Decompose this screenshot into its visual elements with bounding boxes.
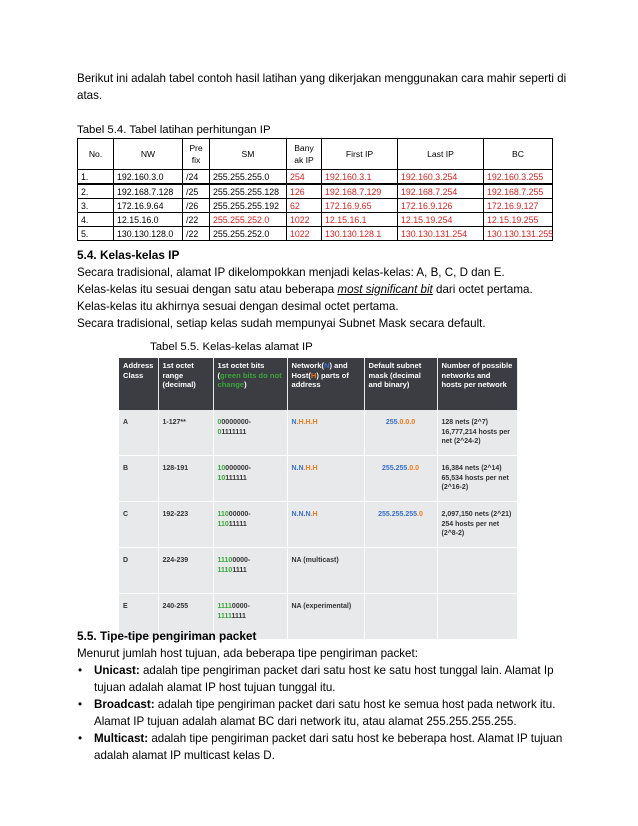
header-prefix: Pre fix [183,139,210,170]
header-banyak-ip: Bany ak IP [287,139,322,170]
table-5-4-header-row [78,139,553,170]
table-row [78,227,553,241]
header-octet-bits [213,358,287,410]
cell-no: 1. [78,170,114,185]
text-span: 00000- [228,511,251,518]
cell-prefix: /25 [183,184,210,199]
text-span: .0.0.0 [397,419,416,426]
bullet-icon: • [78,664,83,677]
section-5-4-body [77,264,567,332]
text-span: N [324,361,330,370]
cell-prefix: /26 [183,199,210,213]
text-span: 1110 [217,557,233,564]
cell-octet-bits [213,548,287,594]
cell-address-class: B [119,456,158,502]
cell-sm: 255.255.255.192 [210,199,287,213]
cell-subnet-mask [364,594,437,640]
cell-number-networks [437,594,517,640]
text-span: 1111 [231,612,246,620]
cell-bc: 130.130.131.255 [484,227,553,241]
packet-type-list [77,662,567,764]
text-span: .H [310,511,318,518]
cell-octet-range: 192-223 [158,502,213,548]
cell-sm: 255.255.255.128 [210,184,287,199]
header-octet-range: 1st octet range (decimal) [158,358,213,410]
header-first-ip: First IP [322,139,398,170]
cell-nw: 192.168.7.128 [114,184,183,199]
text-span: 110 [217,511,229,518]
paragraph-line: Secara tradisional, alamat IP dikelompokkan menjadi kelas-kelas: A, B, C, D dan E. [77,266,505,279]
text-span: 1110 [217,566,233,574]
table-row [119,548,517,594]
cell-address-class: A [119,410,158,456]
text-span: .H.H [303,465,318,472]
table-5-4-caption: Tabel 5.4. Tabel latihan perhitungan IP [77,124,271,136]
text-span: 1111 [217,612,232,620]
text-span: 255 [385,419,398,426]
cell-no: 3. [78,199,114,213]
paragraph-line: Kelas-kelas itu akhirnya sesuai dengan desimal octet pertama. [77,300,399,313]
text-span: .0 [417,511,423,518]
text-span: N.N.N [291,511,311,518]
cell-network-host [287,502,364,548]
cell-no: 2. [78,184,114,199]
list-item [77,696,567,730]
text-span: 111111 [225,474,247,482]
cell-bc: 172.16.9.127 [484,199,553,213]
cell-octet-bits [213,410,287,456]
table-5-5 [119,358,518,640]
table-row [78,199,553,213]
text-span: N.N [291,465,304,472]
cell-last-ip: 172.16.9.126 [398,199,484,213]
text-span: N [291,419,297,426]
list-term: Unicast: [94,664,140,677]
text-span: .H.H.H [296,419,318,426]
text-span: 0000- [232,557,251,564]
cell-no: 4. [78,213,114,227]
text-span: .0.0 [407,465,419,472]
cell-sm: 255.255.255.0 [210,170,287,185]
text-span: 255.255.255 [378,511,418,518]
cell-octet-range: 240-255 [158,594,213,640]
section-5-5-intro: Menurut jumlah host tujuan, ada beberapa tipe pengiriman packet: [77,647,418,660]
cell-nw: 192.160.3.0 [114,170,183,185]
table-row [78,184,553,199]
text-span: Kelas-kelas itu sesuai dengan satu atau beberapa [77,283,338,296]
table-row [78,170,553,185]
cell-nw: 12.15.16.0 [114,213,183,227]
cell-bc: 192.160.3.255 [484,170,553,185]
cell-prefix: /24 [183,170,210,185]
text-span: 000000- [225,465,251,472]
bullet-icon: • [78,732,83,745]
cell-octet-bits [213,456,287,502]
cell-network-host [287,594,364,640]
text-span: NA (experimental) [291,603,352,610]
text-span: Network( [291,361,324,370]
text-span: ) and Host( [291,361,348,380]
list-item [77,730,567,764]
cell-first-ip: 130.130.128.1 [322,227,398,241]
bullet-icon: • [78,698,83,711]
text-span: 255.255 [382,465,408,472]
cell-number-networks [437,548,517,594]
text-span: 11111 [228,520,247,528]
list-item [77,662,567,696]
cell-banyak-ip: 62 [287,199,322,213]
cell-number-networks: 16,384 nets (2^14) 65,534 hosts per net (2^16-2) [437,456,517,502]
header-nw: NW [114,139,183,170]
table-row [119,456,517,502]
list-text: adalah tipe pengiriman packet dari satu host ke satu host tunggal lain. Alamat Ip tujuan adalah alamat IP host tujuan tunggal itu. [94,664,554,694]
section-5-4-heading: 5.4. Kelas-kelas IP [77,248,180,262]
cell-first-ip: 192.168.7.129 [322,184,398,199]
cell-bc: 192.168.7.255 [484,184,553,199]
text-span: ) parts of address [291,370,349,389]
list-term: Multicast: [94,732,149,745]
emphasis-text: most significant bit [337,283,433,296]
cell-no: 5. [78,227,114,241]
text-span: dari octet pertama. [432,283,533,296]
header-number-networks: Number of possible networks and hosts per network [437,358,517,410]
cell-sm: 255.255.252.0 [210,227,287,241]
text-span: ) [244,380,247,389]
header-no: No. [78,139,114,170]
text-span: 1111 [217,603,232,610]
table-5-5-header-row [119,358,517,410]
text-span: 10 [217,474,226,482]
cell-last-ip: 192.168.7.254 [398,184,484,199]
cell-last-ip: 130.130.131.254 [398,227,484,241]
list-text: adalah tipe pengiriman packet dari satu host ke beberapa host. Alamat IP tujuan adalah alamat IP multicast kelas D. [94,732,563,762]
cell-subnet-mask [364,502,437,548]
text-span: 0000- [231,603,250,610]
cell-address-class: C [119,502,158,548]
cell-last-ip: 12.15.19.254 [398,213,484,227]
header-bc: BC [484,139,553,170]
cell-nw: 130.130.128.0 [114,227,183,241]
table-row [119,410,517,456]
table-5-5-caption: Tabel 5.5. Kelas-kelas alamat IP [150,341,313,353]
intro-paragraph: Berikut ini adalah tabel contoh hasil latihan yang dikerjakan menggunakan cara mahir seperti di atas. [77,72,567,102]
cell-octet-range: 1-127** [158,410,213,456]
cell-address-class: E [119,594,158,640]
cell-banyak-ip: 1022 [287,213,322,227]
cell-octet-bits [213,502,287,548]
text-span: 1111111 [221,428,247,436]
cell-number-networks: 128 nets (2^7) 16,777,214 hosts per net (2^24-2) [437,410,517,456]
text-span: 10 [217,465,226,472]
cell-banyak-ip: 126 [287,184,322,199]
text-span: 0 [217,419,222,426]
header-address-class: Address Class [119,358,158,410]
cell-last-ip: 192.160.3.254 [398,170,484,185]
cell-sm: 255.255.252.0 [210,213,287,227]
header-last-ip: Last IP [398,139,484,170]
section-5-5-heading: 5.5. Tipe-tipe pengiriman packet [77,629,257,643]
cell-banyak-ip: 1022 [287,227,322,241]
paragraph-line: Secara tradisional, setiap kelas sudah mempunyai Subnet Mask secara default. [77,317,486,330]
cell-nw: 172.16.9.64 [114,199,183,213]
header-network-host [287,358,364,410]
cell-network-host [287,410,364,456]
cell-subnet-mask [364,410,437,456]
ip-class-table-image [119,358,517,620]
cell-first-ip: 192.160.3.1 [322,170,398,185]
cell-address-class: D [119,548,158,594]
text-span: 110 [217,520,229,528]
cell-octet-range: 224-239 [158,548,213,594]
text-span: 1st octet bits ( [217,361,265,380]
cell-number-networks: 2,097,150 nets (2^21) 254 hosts per net (2^8-2) [437,502,517,548]
text-span: H [310,370,317,380]
cell-network-host [287,456,364,502]
text-span: 0000000- [221,419,251,426]
cell-prefix: /22 [183,213,210,227]
cell-first-ip: 172.16.9.65 [322,199,398,213]
cell-first-ip: 12.15.16.1 [322,213,398,227]
cell-banyak-ip: 254 [287,170,322,185]
table-row [78,213,553,227]
list-text: adalah tipe pengiriman packet dari satu host ke semua host pada network itu. Alamat IP tujuan adalah alamat BC dari network itu, atau alamat 255.255.255.255. [94,698,556,728]
text-span: 1111 [232,566,247,574]
cell-bc: 12.15.19.255 [484,213,553,227]
cell-octet-range: 128-191 [158,456,213,502]
cell-subnet-mask [364,548,437,594]
cell-network-host [287,548,364,594]
table-row [119,502,517,548]
paragraph-line [77,281,567,298]
header-subnet-mask: Default subnet mask (decimal and binary) [364,358,437,410]
list-term: Broadcast: [94,698,155,711]
cell-prefix: /22 [183,227,210,241]
table-5-4 [77,138,553,241]
header-sm: SM [210,139,287,170]
cell-subnet-mask [364,456,437,502]
text-span: 0 [217,428,222,436]
text-span: green bits do not change [217,370,282,389]
text-span: NA (multicast) [291,557,339,564]
